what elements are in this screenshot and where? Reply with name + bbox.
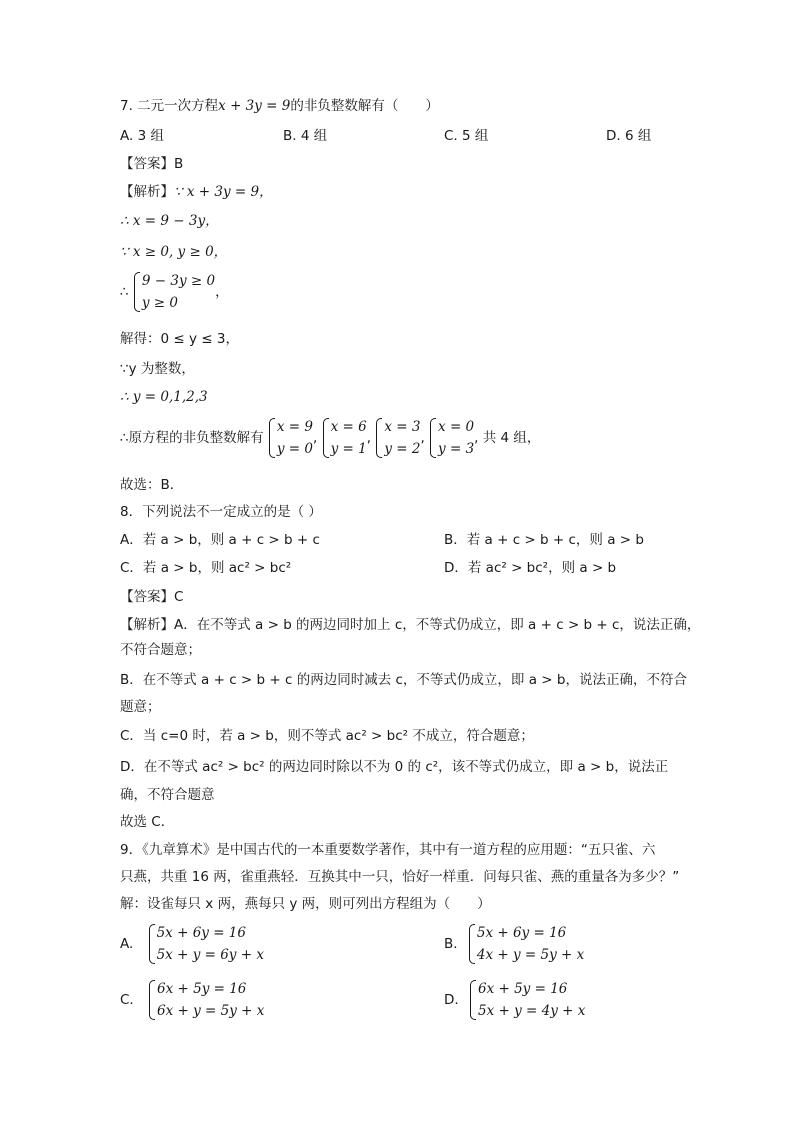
q9-stem-1: 9．《九章算术》是中国古代的一本重要数学著作，其中有一道方程的应用题：“五只雀、六 xyxy=(120,842,656,858)
q9-option-b-system xyxy=(468,922,584,966)
comma: ， xyxy=(215,284,229,300)
q9-option-d xyxy=(444,978,585,1022)
q8-stem: 8．下列说法不一定成立的是（ ） xyxy=(120,504,322,520)
q7-answer: 【答案】B xyxy=(120,156,184,172)
q7-eq-1: ∵ x + 3y = 9， xyxy=(174,184,273,200)
q8-analysis-b1: B．在不等式 a + c > b + c 的两边同时减去 c，不等式仍成立，即 a > b，说法正确，不符合 xyxy=(120,672,687,688)
solution-4-y: y = 3 xyxy=(438,441,475,457)
q9-option-b xyxy=(444,922,584,966)
q9-option-d-label: D. xyxy=(444,992,459,1008)
q7-analysis-line-1 xyxy=(120,182,273,202)
q7-solutions-prefix: ∴原方程的非负整数解有 xyxy=(120,430,264,446)
q7-analysis-line-2: ∴ x = 9 − 3y， xyxy=(120,213,219,229)
q8-answer: 【答案】C xyxy=(120,589,184,605)
q7-system-row-1: 9 − 3y ≥ 0 xyxy=(141,273,216,289)
solution-3 xyxy=(375,416,420,460)
q9-option-b-label: B. xyxy=(444,936,458,952)
q7-system-row-2: y ≥ 0 xyxy=(141,295,179,311)
q9-c-row-2: 6x + y = 5y + x xyxy=(157,1003,265,1019)
solution-2-y: y = 1 xyxy=(330,441,367,457)
q9-option-a-system xyxy=(148,922,264,966)
solution-2 xyxy=(322,416,367,460)
q7-stem-equation: x + 3y = 9 xyxy=(218,98,291,114)
q7-solutions: ∴原方程的非负整数解有 x = 9 y = 0 , x = 6 y = 1 , x = 3 y = 2 , x = 0 y = 3 , 共 4 组， xyxy=(120,416,540,460)
solution-1-y: y = 0 xyxy=(276,441,314,457)
q8-pick: 故选 C． xyxy=(120,814,175,830)
q8-analysis-a2: 不符合题意； xyxy=(120,642,201,658)
q7-inequality-system xyxy=(120,270,229,314)
q9-option-d-system xyxy=(469,978,585,1022)
q7-option-d: D. 6 组 xyxy=(606,128,652,144)
q9-d-row-2: 5x + y = 4y + x xyxy=(477,1003,586,1019)
q9-b-row-1: 5x + 6y = 16 xyxy=(476,925,567,941)
q8-analysis-d2: 确，不符合题意 xyxy=(120,787,215,803)
q8-analysis-c1: C．当 c=0 时，若 a > b，则不等式 ac² > bc² 不成立，符合题意； xyxy=(120,728,534,744)
solution-1-x: x = 9 xyxy=(276,419,313,435)
q7-values: ∴ y = 0,1,2,3 xyxy=(120,389,208,405)
solution-3-x: x = 3 xyxy=(384,419,421,435)
q7-solve: 解得：0 ≤ y ≤ 3， xyxy=(120,331,239,347)
q7-option-b: B. 4 组 xyxy=(283,128,328,144)
q7-analysis-line-3: ∵ x ≥ 0, y ≥ 0， xyxy=(120,244,228,260)
q9-d-row-1: 6x + 5y = 16 xyxy=(477,981,568,997)
q9-option-c-system xyxy=(148,978,264,1022)
q9-a-row-2: 5x + y = 6y + x xyxy=(156,947,264,963)
q8-option-b: B．若 a + c > b + c，则 a > b xyxy=(444,532,644,548)
solution-3-y: y = 2 xyxy=(384,441,421,457)
q8-option-c: C．若 a > b，则 ac² > bc² xyxy=(120,560,292,576)
q8-analysis-d1: D．在不等式 ac² > bc² 的两边同时除以不为 0 的 c²，该不等式仍成立，即 a > b，说法正 xyxy=(120,759,669,775)
q7-option-a: A. 3 组 xyxy=(120,128,164,144)
q9-c-row-1: 6x + 5y = 16 xyxy=(157,981,247,997)
q9-a-row-1: 5x + 6y = 16 xyxy=(156,925,246,941)
solution-2-x: x = 6 xyxy=(330,419,367,435)
q7-stem xyxy=(120,96,439,116)
q9-b-row-2: 4x + y = 5y + x xyxy=(476,947,585,963)
q7-system-brace xyxy=(133,270,215,314)
q9-stem-3: 解：设雀每只 x 两，燕每只 y 两，则可列出方程组为（ ） xyxy=(120,896,491,912)
q9-option-c xyxy=(120,978,264,1022)
q9-option-a xyxy=(120,922,264,966)
q9-stem-2: 只燕，共重 16 两，雀重燕轻．互换其中一只，恰好一样重．问每只雀、燕的重量各为多少？” xyxy=(120,869,680,885)
solution-4 xyxy=(429,416,474,460)
q9-option-c-label: C. xyxy=(120,992,134,1008)
q7-integer: ∵y 为整数， xyxy=(120,361,195,377)
q7-stem-suffix: 的非负整数解有（ ） xyxy=(290,98,439,114)
therefore-symbol: ∴ xyxy=(120,284,129,300)
q8-analysis-b2: 题意； xyxy=(120,699,161,715)
q7-stem-prefix: 7. 二元一次方程 xyxy=(120,98,219,114)
q9-option-a-label: A. xyxy=(120,936,134,952)
solution-4-x: x = 0 xyxy=(438,419,475,435)
q7-solutions-suffix: 共 4 组， xyxy=(482,430,541,446)
q8-analysis-a1: 【解析】A．在不等式 a > b 的两边同时加上 c，不等式仍成立，即 a + c > b + c，说法正确， xyxy=(120,617,701,633)
q7-pick: 故选：B． xyxy=(120,477,184,493)
q8-option-a: A．若 a > b，则 a + c > b + c xyxy=(120,532,320,548)
q7-option-c: C. 5 组 xyxy=(444,128,489,144)
solution-1 xyxy=(268,416,313,460)
q8-option-d: D．若 ac² > bc²，则 a > b xyxy=(444,560,617,576)
analysis-label: 【解析】 xyxy=(120,184,174,200)
